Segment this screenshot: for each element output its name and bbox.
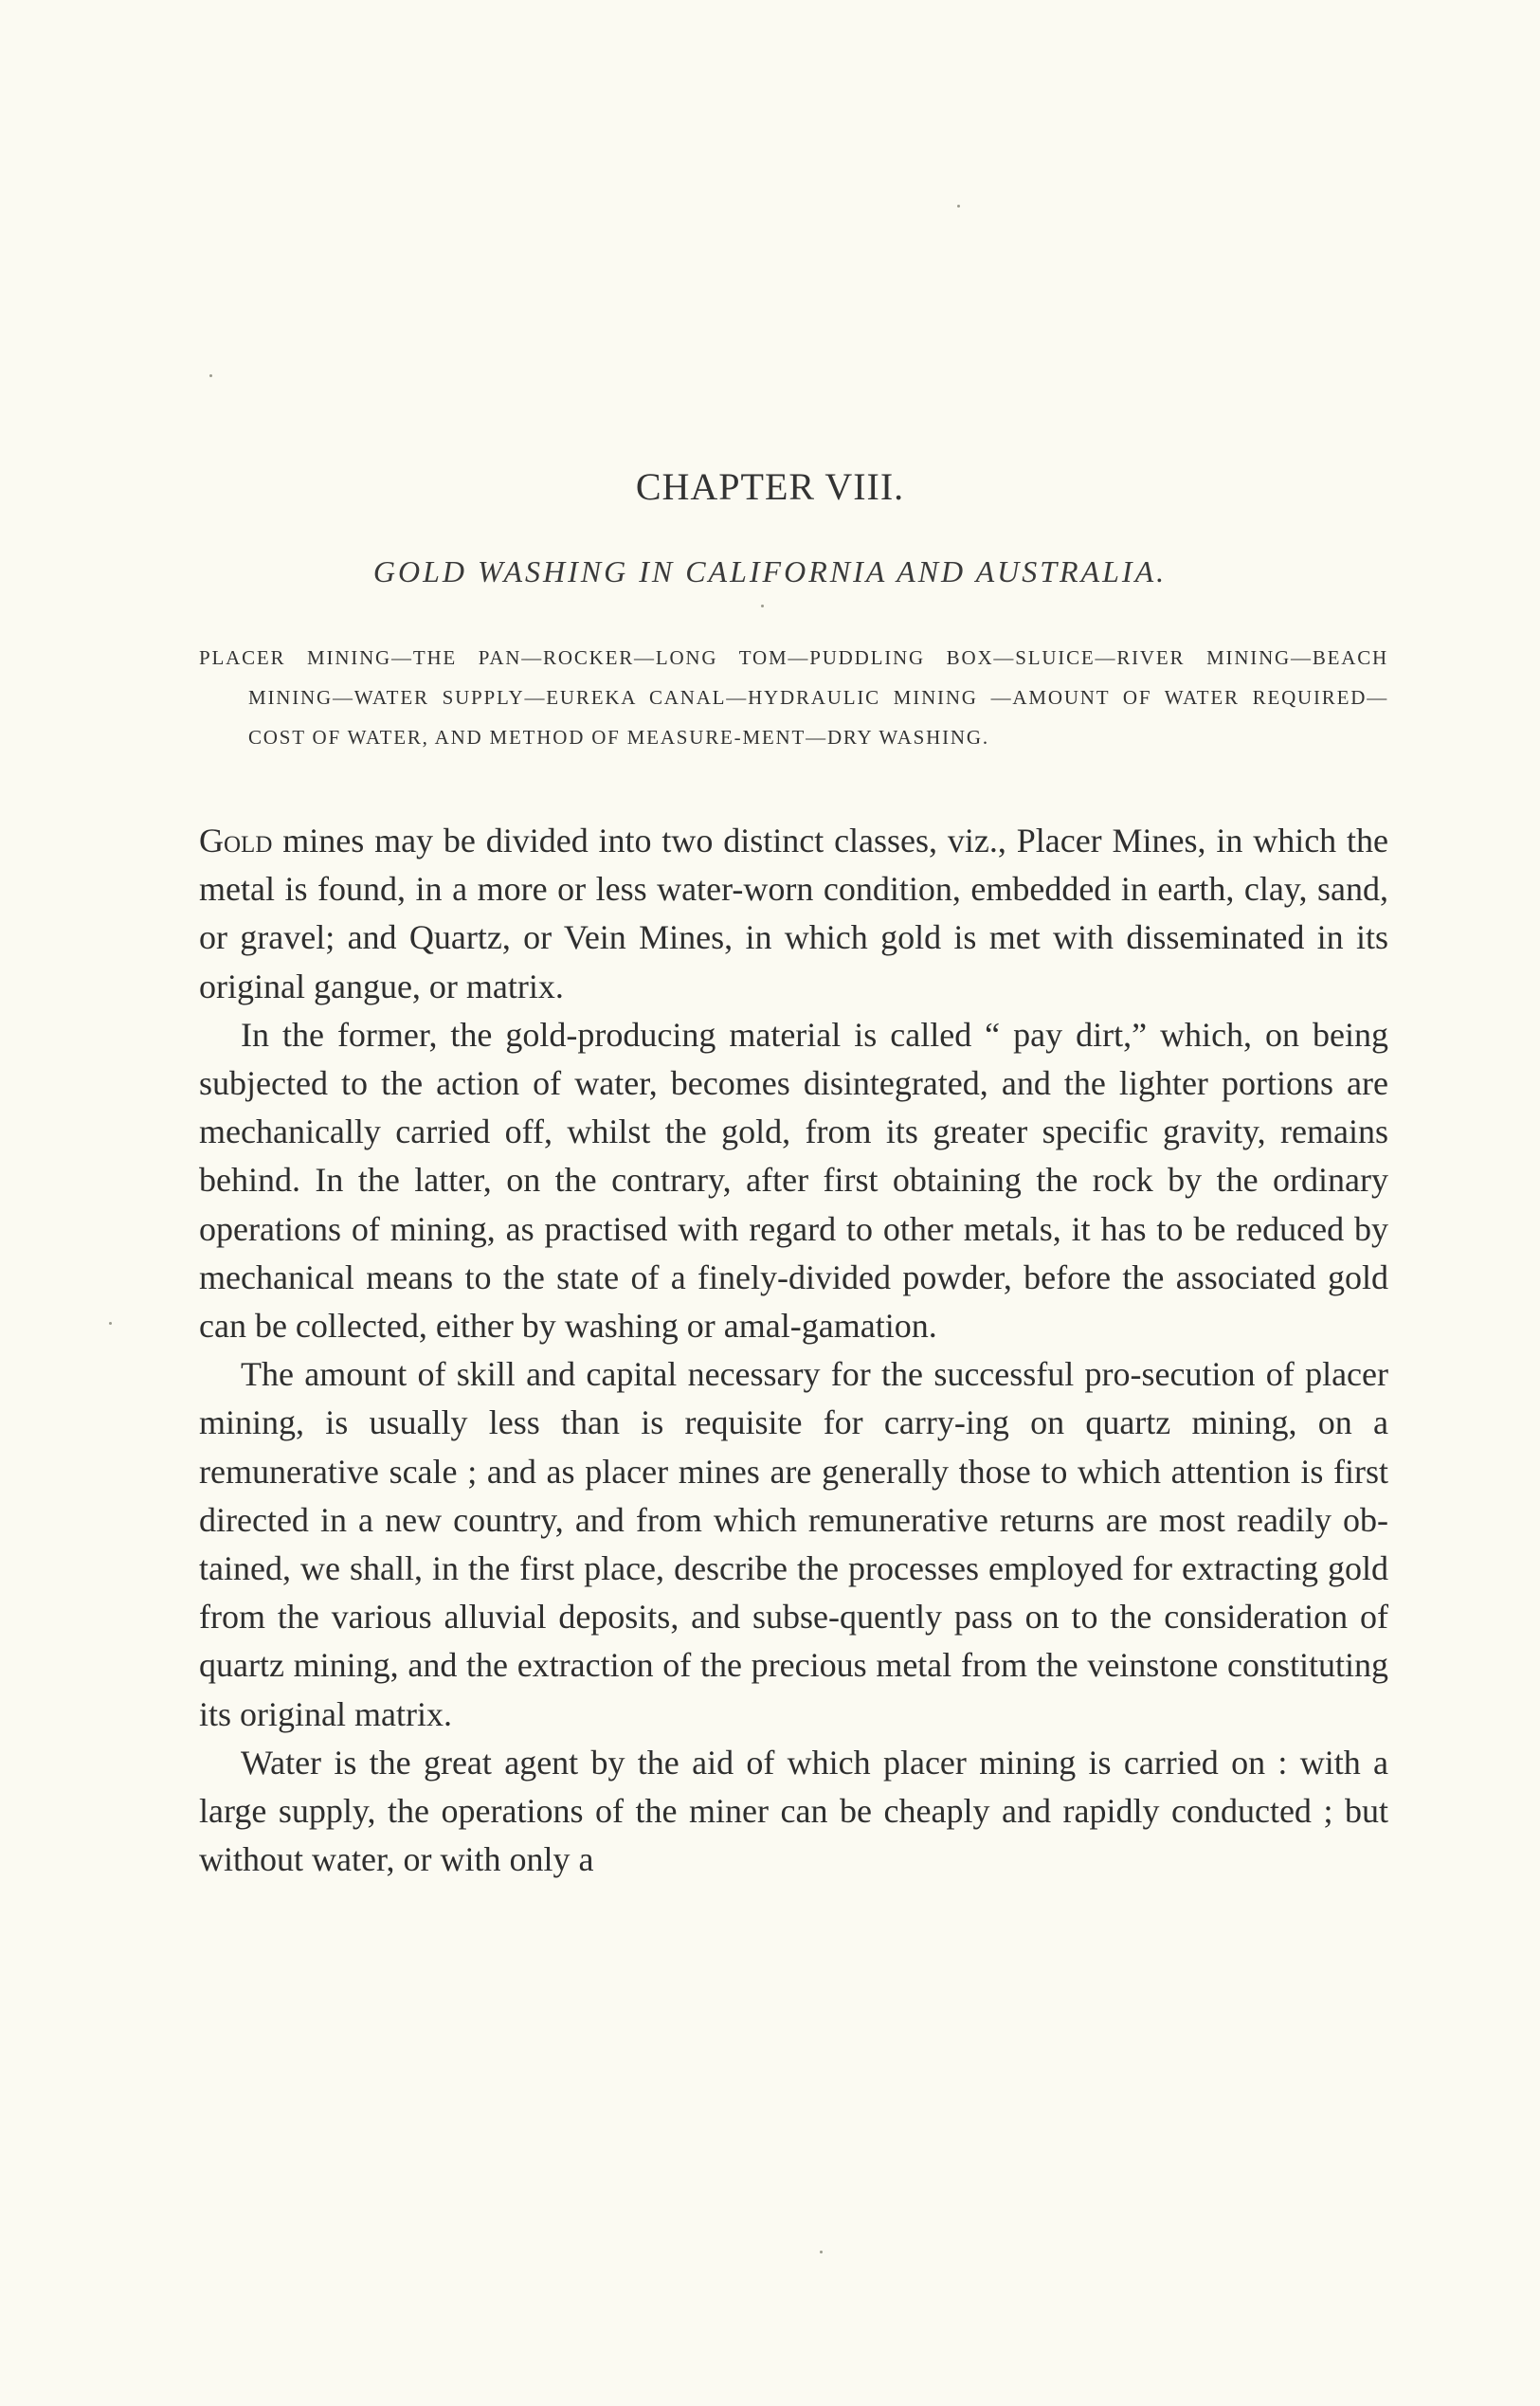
paragraph-1-text: mines may be divided into two distinct classes, viz., Placer Mines, in which the metal is found, in a more or less water-worn condition, embedded in earth, clay, sand, or gravel; and Quartz, or Vein Mines, in which gold is met with disseminated in its original gangue, or matrix.	[199, 822, 1388, 1005]
paragraph-3: The amount of skill and capital necessary for the successful pro-secution of placer mining, is usually less than is requisite for carry-ing on quartz mining, on a remunerative scale ; and as placer mines are generally those to which attention is first directed in a new country, and from which remunerative returns are most readily ob-tained, we shall, in the first place, describe the processes employed for extracting gold from the various alluvial deposits, and subse-quently pass on to the consideration of quartz mining, and the extraction of the precious metal from the veinstone constituting its original matrix.	[199, 1355, 1388, 1733]
paragraph-1	[199, 817, 1388, 1011]
opening-word: Gold	[199, 822, 273, 859]
paragraph-4: Water is the great agent by the aid of which placer mining is carried on : with a large supply, the operations of the miner can be cheaply and rapidly conducted ; but without water, or with only a	[199, 1743, 1388, 1879]
paper-speck	[209, 374, 212, 377]
chapter-heading: CHAPTER VIII.	[635, 465, 905, 508]
body-text	[199, 817, 1388, 1884]
paper-speck	[820, 2251, 823, 2253]
chapter-title: GOLD WASHING IN CALIFORNIA AND AUSTRALIA.	[372, 554, 1168, 588]
paragraph-2: In the former, the gold-producing material is called “ pay dirt,” which, on being subjected to the action of water, becomes disintegrated, and the lighter portions are mechanically carried off, whilst the gold, from its greater specific gravity, remains behind. In the latter, on the contrary, after first obtaining the rock by the ordinary operations of mining, as practised with regard to other metals, it has to be reduced by mechanical means to the state of a finely-divided powder, before the associated gold can be collected, either by washing or amal-gamation.	[199, 1015, 1388, 1346]
paper-speck	[109, 1322, 112, 1325]
chapter-synopsis: PLACER MINING—THE PAN—ROCKER—LONG TOM—PUDDLING BOX—SLUICE—RIVER MINING—BEACH MINING—WATER SUPPLY—EUREKA CANAL—HYDRAULIC MINING —AMOUNT OF WATER REQUIRED—COST OF WATER, AND METHOD OF MEASURE-MENT—DRY WASHING.	[199, 646, 1388, 749]
paper-speck	[957, 205, 960, 208]
paper-speck	[761, 605, 764, 607]
